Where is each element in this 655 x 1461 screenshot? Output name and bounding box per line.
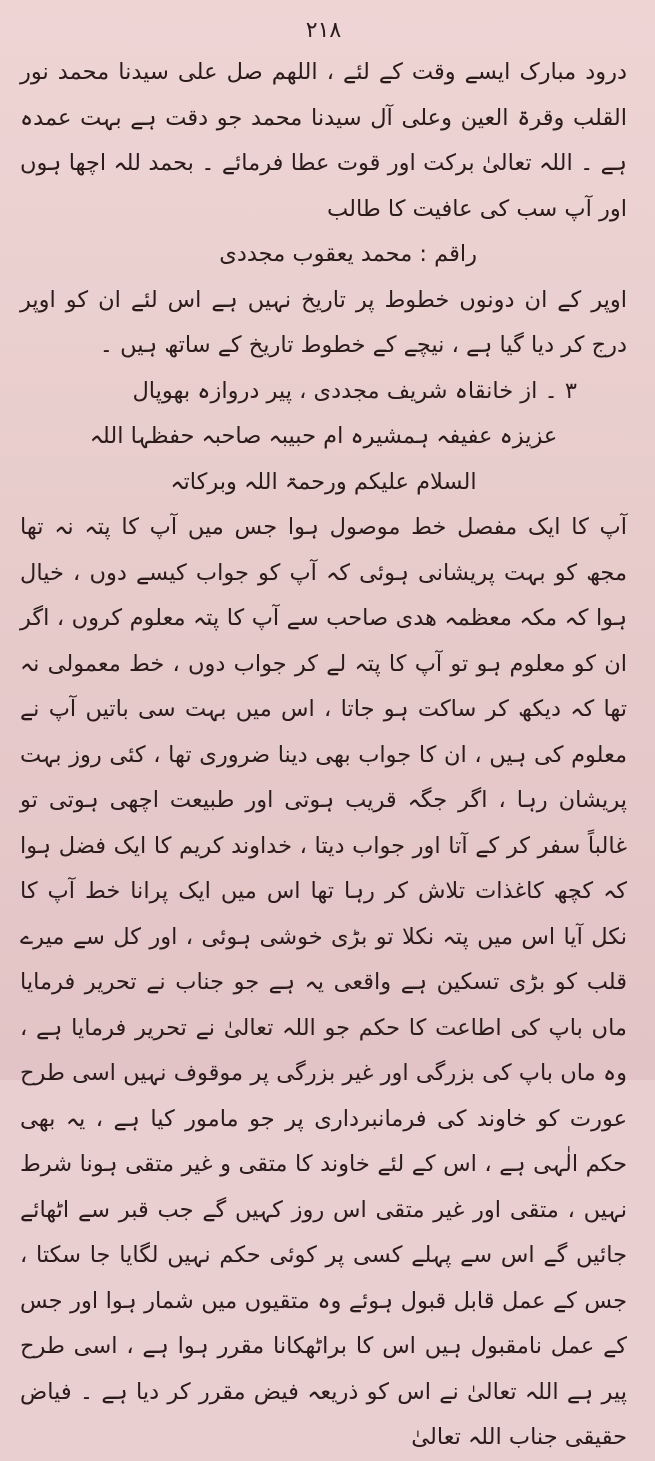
signature-line: راقم : محمد یعقوب مجددی bbox=[219, 241, 477, 267]
paragraph-note: اوپر کے ان دونوں خطوط پر تاریخ نہیں ہے اس لئے ان کو اوپر درج کر دیا گیا ہے ، نیچے کے خطوط تاریخ کے ساتھ ہیں ۔ bbox=[20, 286, 627, 358]
paragraph-opening: درود مبارک ایسے وقت کے لئے ، اللھم صل علی سیدنا محمد نور القلب وقرۃ العین وعلی آل سیدنا محمد جو دقت ہے بہت عمدہ ہے ۔ اللہ تعالیٰ برکت اور قوت عطا فرمائے ۔ بحمد للہ اچھا ہوں اور آپ سب کی عافیت کا طالب bbox=[20, 59, 627, 222]
page-number: ۲۱۸ bbox=[305, 18, 342, 43]
letter-addressee: عزیزہ عفیفہ ہمشیرہ ام حبیبہ صاحبہ حفظہا اللہ bbox=[89, 423, 558, 449]
letter-heading-place: ۳ ۔ از خانقاہ شریف مجددی ، پیر دروازہ بھوپال bbox=[132, 377, 577, 404]
letter-body: آپ کا ایک مفصل خط موصول ہوا جس میں آپ کا پتہ نہ تھا مجھ کو بہت پریشانی ہوئی کہ آپ کو جواب کیسے دوں ، خیال ہوا کہ مکہ معظمہ ھدی صاحب سے آپ کا پتہ معلوم کروں ، اگر ان کو معلوم ہو تو آپ کا پتہ لے کر جواب دوں ، خط معمولی نہ تھا کہ دیکھ کر ساکت ہو جاتا ، اس میں بہت سی باتیں آپ نے معلوم کی ہیں ، ان کا جواب بھی دینا ضروری تھا ، کئی روز بہت پریشان رہا ، اگر جگہ قریب ہوتی اور طبیعت اچھی ہوتی تو غالباً سفر کر کے آتا اور جواب دیتا ، خداوند کریم کا ایک فضل ہوا کہ کچھ کاغذات تلاش کر رہا تھا اس میں ایک پرانا خط آپ کا نکل آیا اس میں پتہ نکلا تو بڑی خوشی ہوئی ، اور کل سے میرے قلب کو بڑی تسکین ہے واقعی یہ ہے جو جناب نے تحریر فرمایا ماں باپ کی اطاعت کا حکم جو اللہ تعالیٰ نے تحریر فرمایا ہے ، وہ ماں باپ کی بزرگی اور غیر بزرگی پر موقوف نہیں اسی طرح عورت کو خاوند کی فرمانبرداری پر جو مامور کیا ہے ، یہ بھی حکم الٰہی ہے ، اس کے لئے خاوند کا متقی و غیر متقی ہونا شرط نہیں ، متقی اور غیر متقی اس روز کہیں گے جب قبر سے اٹھائے جائیں گے اس سے پہلے کسی پر کوئی حکم نہیں لگایا جا سکتا ، جس کے عمل قابل قبول ہوئے وہ متقیوں میں شمار ہوا اور جس کے عمل نامقبول ہیں اس کا براٹھکانا مقرر ہوا ہے ، اسی طرح پیر ہے اللہ تعالیٰ نے اس کو ذریعہ فیض مقرر کر دیا ہے ۔ فیاض حقیقی جناب اللہ تعالیٰ bbox=[20, 514, 627, 1450]
letter-salutation: السلام علیکم ورحمۃ اللہ وبرکاتہ bbox=[170, 468, 477, 495]
